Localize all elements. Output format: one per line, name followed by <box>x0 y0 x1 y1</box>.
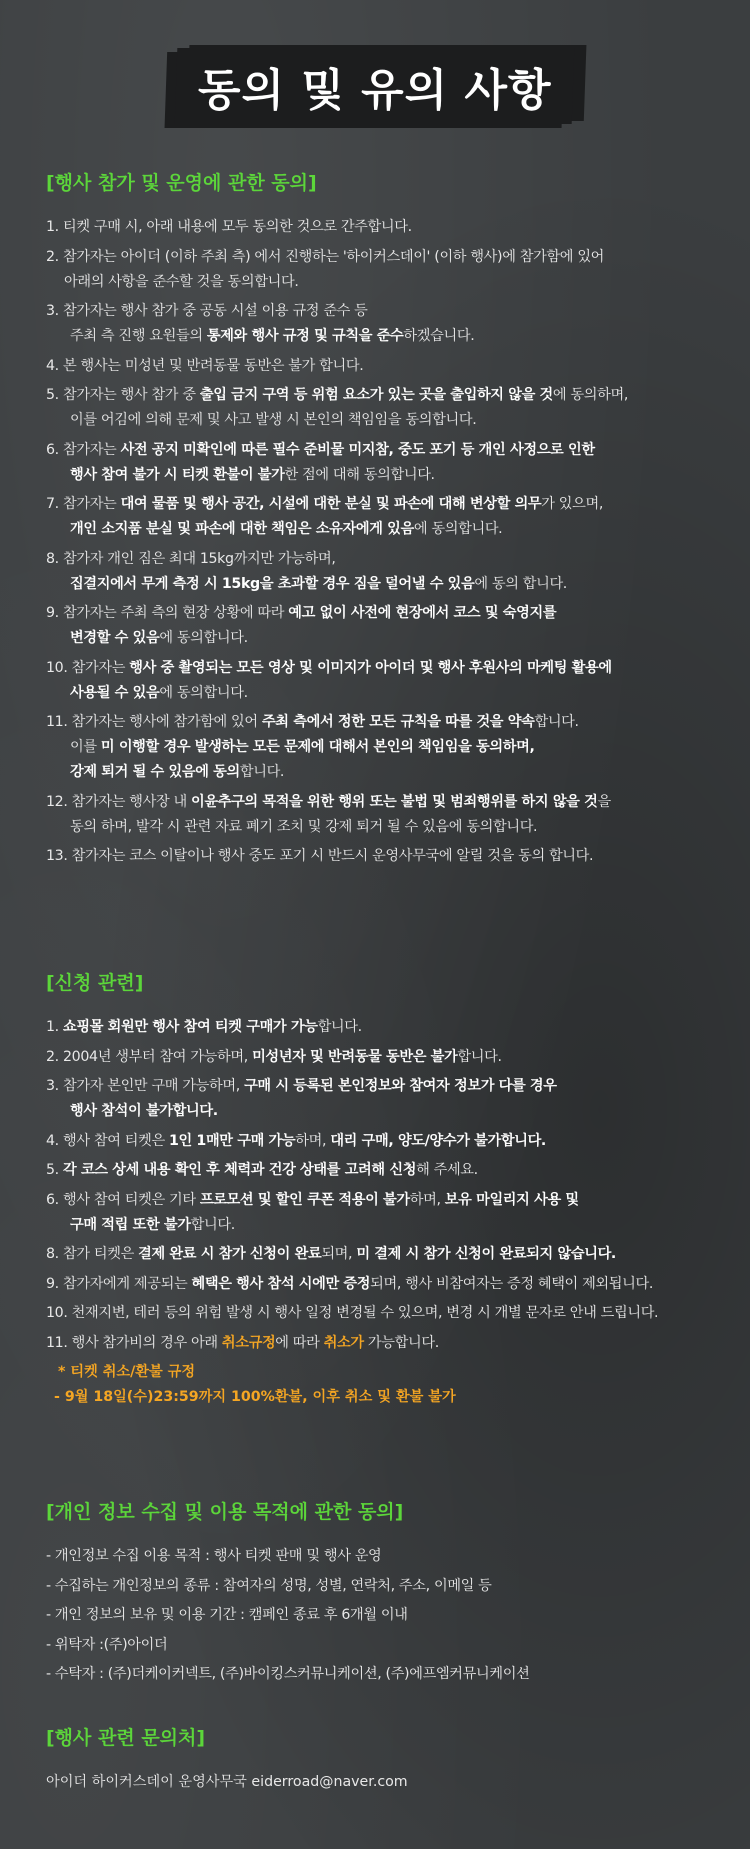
item-text: 합니다. <box>317 1019 362 1035</box>
item-text: 1. <box>46 1019 63 1035</box>
title-band <box>175 48 575 124</box>
contact-info: 아이더 하이커스데이 운영사무국 eiderroad@naver.com <box>46 1774 408 1790</box>
item-text: 에 동의하며, <box>552 387 629 403</box>
item-emphasis: 변경할 수 있음 <box>70 630 160 646</box>
section-contact <box>46 1723 726 1795</box>
item-text: 5. <box>46 1162 63 1178</box>
item-emphasis: 출입 금지 구역 등 위험 요소가 있는 곳을 출입하지 않을 것 <box>199 387 553 403</box>
item-text: 4. 행사 참여 티켓은 <box>46 1132 169 1149</box>
list-item <box>46 1331 726 1356</box>
item-emphasis: 프로모션 및 할인 쿠폰 적용이 불가 <box>199 1191 410 1208</box>
list-item <box>46 1015 726 1040</box>
list-item <box>46 601 726 651</box>
item-emphasis: 결제 완료 시 참가 신청이 완료 <box>138 1246 322 1262</box>
item-text: 11. 행사 참가비의 경우 아래 <box>46 1334 222 1351</box>
list-item <box>46 438 726 488</box>
list-item <box>46 656 726 706</box>
list-item <box>46 1603 726 1628</box>
item-emphasis: 예고 없이 사전에 현장에서 코스 및 숙영지를 <box>288 605 557 621</box>
item-emphasis: 구매 시 등록된 본인정보와 참여자 정보가 다를 경우 <box>244 1078 557 1094</box>
list-item <box>46 1242 726 1267</box>
item-emphasis: 개인 소지품 분실 및 파손에 대한 책임은 소유자에게 있음 <box>70 521 414 537</box>
item-text: 합니다. <box>534 714 579 730</box>
section-heading: [행사 관련 문의처] <box>46 1727 206 1749</box>
item-text-cont: 에 동의합니다. <box>413 521 503 537</box>
item-text: 9. 참가자에게 제공되는 <box>46 1275 192 1292</box>
item-text: 을 <box>597 793 611 810</box>
list-item <box>46 1074 726 1124</box>
list-item <box>46 710 726 785</box>
item-text: 10. 참가자는 <box>46 659 130 676</box>
item-emphasis: 대여 물품 및 행사 공간, 시설에 대한 분실 및 파손에 대해 변상할 의무 <box>120 496 542 512</box>
item-emphasis: 주최 측에서 정한 모든 규칙을 따를 것을 약속 <box>261 714 535 730</box>
section-heading: [신청 관련] <box>46 972 144 994</box>
item-emphasis: 1인 1매만 구매 가능 <box>168 1132 296 1149</box>
item-text: - 수집하는 개인정보의 종류 : 참여자의 성명, 성별, 연락처, 주소, 이메일 등 <box>46 1577 492 1594</box>
list-item <box>46 1574 726 1599</box>
list-item <box>46 383 726 433</box>
refund-note-detail: - 9월 18일(수)23:59까지 100%환불, 이후 취소 및 환불 불가 <box>54 1389 456 1405</box>
item-text-cont: 에 동의 합니다. <box>474 575 567 592</box>
item-text-cont: 이를 어김에 의해 문제 및 사고 발생 시 본인의 책임임을 동의합니다. <box>70 412 477 428</box>
item-text: 2. 2004년 생부터 참여 가능하며, <box>46 1048 253 1065</box>
item-emphasis: 집결지에서 무게 측정 시 15kg을 초과할 경우 짐을 덜어낼 수 있음 <box>70 575 475 592</box>
list-item <box>46 844 726 869</box>
item-emphasis: 행사 중 촬영되는 모든 영상 및 이미지가 아이더 및 행사 후원사의 마케팅 활용에 <box>129 659 612 676</box>
item-emphasis: 혜택은 행사 참석 시에만 증정 <box>191 1275 371 1292</box>
item-text-cont: 한 점에 대해 동의합니다. <box>284 466 435 483</box>
item-emphasis: 미성년자 및 반려동물 동반은 불가 <box>252 1048 458 1065</box>
item-text-cont: 합니다. <box>239 764 285 780</box>
item-emphasis: 대리 구매, 양도/양수가 불가합니다. <box>330 1132 546 1149</box>
item-text: 하며, <box>409 1191 445 1208</box>
item-emphasis: 구매 적립 또한 불가 <box>70 1216 191 1233</box>
item-text: 6. 참가자는 <box>46 441 121 458</box>
item-text: - 개인정보 수집 이용 목적 : 행사 티켓 판매 및 행사 운영 <box>46 1548 382 1564</box>
item-text-cont: 하겠습니다. <box>403 328 475 344</box>
section-event-consent <box>46 168 726 874</box>
item-text-cont: 아래의 사항을 준수할 것을 동의합니다. <box>64 273 299 290</box>
list-item <box>46 215 726 240</box>
item-text: 가 있으며, <box>541 496 604 512</box>
item-emphasis: 행사 참여 불가 시 티켓 환불이 불가 <box>70 466 285 483</box>
page-title: 동의 및 유의 사항 <box>198 65 552 116</box>
item-text: 에 따라 <box>275 1334 324 1351</box>
list-item <box>46 1301 726 1326</box>
section-heading: [행사 참가 및 운영에 관한 동의] <box>46 172 317 194</box>
list-item <box>46 1158 726 1183</box>
item-emphasis: 사용될 수 있음 <box>70 684 160 701</box>
item-text: 10. 천재지변, 테러 등의 위험 발생 시 행사 일정 변경될 수 있으며, 변경 시 개별 문자로 안내 드립니다. <box>46 1305 659 1321</box>
item-text: 7. 참가자는 <box>46 496 121 512</box>
list-item <box>46 299 726 349</box>
item-text: 되며, <box>321 1246 357 1262</box>
item-text: 11. 참가자는 행사에 참가함에 있어 <box>46 714 262 730</box>
item-text: 6. 행사 참여 티켓은 기타 <box>46 1191 200 1208</box>
list-item <box>46 245 726 295</box>
list-item <box>46 492 726 542</box>
item-emphasis: 강제 퇴거 될 수 있음에 동의 <box>70 764 240 780</box>
item-text: - 위탁자 :(주)아이더 <box>46 1636 168 1653</box>
item-text: 합니다. <box>457 1048 502 1065</box>
list-item <box>46 1188 726 1238</box>
item-text: - 수탁자 : (주)더케이커넥트, (주)바이킹스커뮤니케이션, (주)에프엠커뮤니케이션 <box>46 1666 530 1682</box>
item-text: 2. 참가자는 아이더 (이하 주최 측) 에서 진행하는 '하이커스데이' (이하 행사)에 참가함에 있어 <box>46 248 605 265</box>
list-item <box>46 1662 726 1687</box>
item-text-cont: 에 동의합니다. <box>159 630 248 646</box>
item-emphasis: 쇼핑몰 회원만 행사 참여 티켓 구매가 가능 <box>63 1019 318 1035</box>
item-text-cont: 주최 측 진행 요원들의 <box>70 328 207 344</box>
list-item <box>46 1544 726 1569</box>
item-text-cont: 에 동의합니다. <box>159 684 248 701</box>
item-text: 8. 참가자 개인 짐은 최대 15kg까지만 가능하며, <box>46 550 336 567</box>
list-item <box>46 1633 726 1658</box>
item-text: 8. 참가 티켓은 <box>46 1246 139 1262</box>
item-text: 해 주세요. <box>416 1162 478 1178</box>
cancel-policy-highlight: 취소규정 <box>221 1334 276 1351</box>
item-emphasis: 보유 마일리지 사용 및 <box>444 1191 579 1208</box>
item-text: 가능합니다. <box>363 1334 439 1351</box>
item-text: 3. 참가자는 행사 참가 중 공동 시설 이용 규정 준수 등 <box>46 303 368 319</box>
item-text: 13. 참가자는 코스 이탈이나 행사 중도 포기 시 반드시 운영사무국에 알릴 것을 동의 합니다. <box>46 848 594 864</box>
section-privacy <box>46 1497 726 1692</box>
list-item <box>46 547 726 597</box>
item-text: 1. 티켓 구매 시, 아래 내용에 모두 동의한 것으로 간주합니다. <box>46 219 412 235</box>
item-emphasis: 이윤추구의 목적을 위한 행위 또는 불법 및 범죄행위를 하지 않을 것 <box>191 793 598 810</box>
item-emphasis: 미 이행할 경우 발생하는 모든 문제에 대해서 본인의 책임임을 동의하며, <box>100 739 535 755</box>
item-emphasis: 사전 공지 미확인에 따른 필수 준비물 미지참, 중도 포기 등 개인 사정으로 인한 <box>120 441 595 458</box>
item-text: 12. 참가자는 행사장 내 <box>46 793 191 810</box>
list-item <box>46 1272 726 1297</box>
item-text-cont: 이를 <box>70 739 101 755</box>
item-text: 3. 참가자 본인만 구매 가능하며, <box>46 1078 245 1094</box>
title-wrap <box>0 48 750 124</box>
section-application <box>46 968 726 1410</box>
item-text: 되며, 행사 비참여자는 증정 혜택이 제외됩니다. <box>370 1275 654 1292</box>
item-text: 4. 본 행사는 미성년 및 반려동물 동반은 불가 합니다. <box>46 357 364 374</box>
item-text-cont: 동의 하며, 발각 시 관련 자료 폐기 조치 및 강제 퇴거 될 수 있음에 동의합니다. <box>70 818 538 835</box>
list-item <box>46 1129 726 1154</box>
item-emphasis: 행사 참석이 불가합니다. <box>70 1103 218 1119</box>
item-emphasis: 각 코스 상세 내용 확인 후 체력과 건강 상태를 고려해 신청 <box>63 1162 417 1178</box>
cancel-highlight: 취소가 <box>323 1334 364 1351</box>
item-emphasis: 통제와 행사 규정 및 규칙을 준수 <box>206 328 404 344</box>
list-item <box>46 790 726 840</box>
section-heading: [개인 정보 수집 및 이용 목적에 관한 동의] <box>46 1501 404 1523</box>
item-text: 하며, <box>295 1132 331 1149</box>
item-text: - 개인 정보의 보유 및 이용 기간 : 캠페인 종료 후 6개월 이내 <box>46 1607 408 1623</box>
item-emphasis: 미 결제 시 참가 신청이 완료되지 않습니다. <box>356 1246 616 1262</box>
item-text: 9. 참가자는 주최 측의 현장 상황에 따라 <box>46 605 289 621</box>
refund-note-title: * 티켓 취소/환불 규정 <box>58 1364 196 1380</box>
list-item <box>46 354 726 379</box>
item-text-cont: 합니다. <box>190 1216 235 1233</box>
item-text: 5. 참가자는 행사 참가 중 <box>46 387 200 403</box>
list-item <box>46 1045 726 1070</box>
